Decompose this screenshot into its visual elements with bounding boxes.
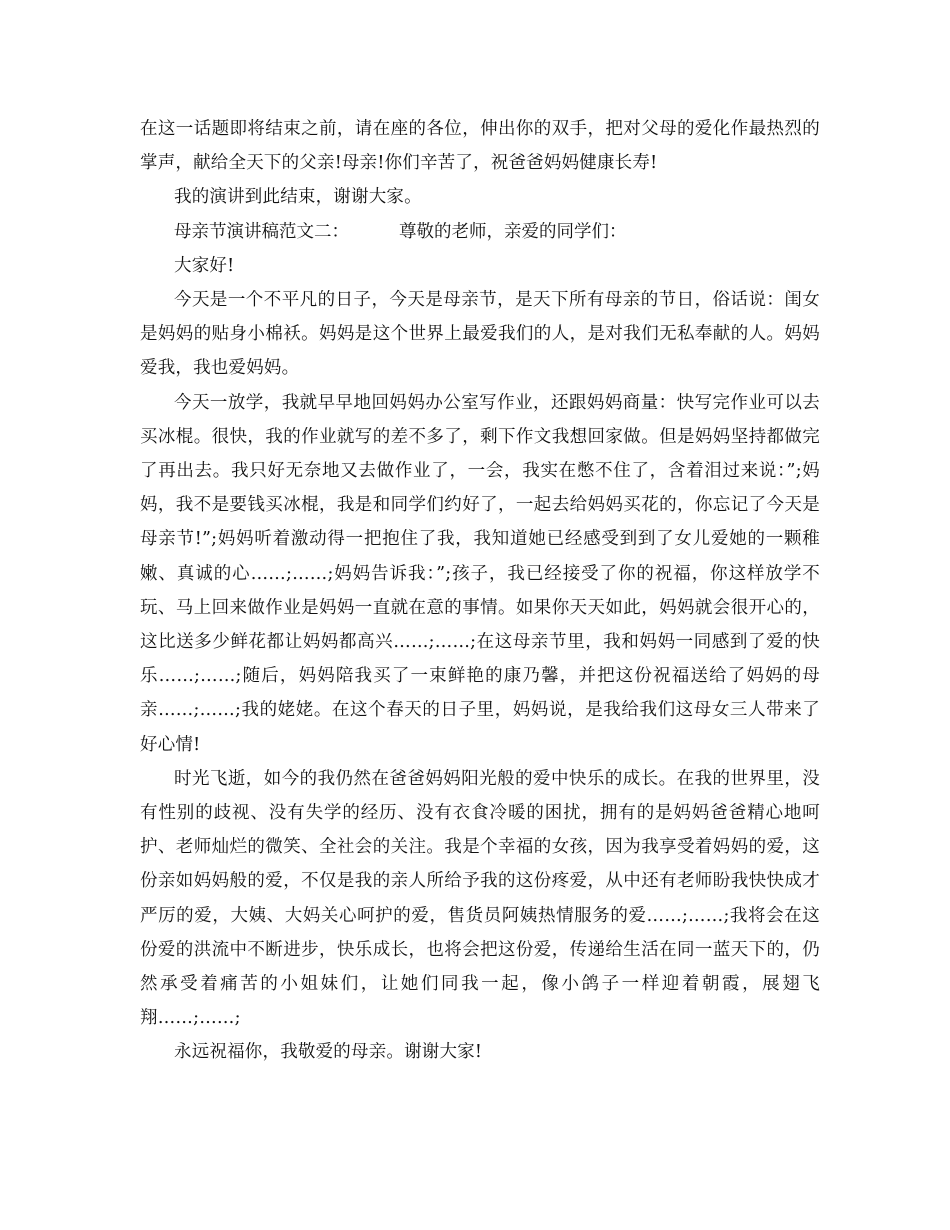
paragraph-closing-appeal: 在这一话题即将结束之前，请在座的各位，伸出你的双手，把对父母的爱化作最热烈的掌声，献给全天下的父亲!母亲!你们辛苦了，祝爸爸妈妈健康长寿! xyxy=(140,119,820,174)
greeting: 大家好! xyxy=(174,255,235,276)
section-title: 母亲节演讲稿范文二： xyxy=(174,221,349,242)
section-heading-line xyxy=(140,215,820,249)
paragraph-speech-end: 我的演讲到此结束，谢谢大家。 xyxy=(174,187,422,208)
salutation: 尊敬的老师，亲爱的同学们： xyxy=(399,221,627,242)
document-page xyxy=(140,112,820,1070)
paragraph-mothers-day-intro: 今天是一个不平凡的日子，今天是母亲节，是天下所有母亲的节日，俗话说：闺女是妈妈的贴身小棉袄。妈妈是这个世界上最爱我们的人，是对我们无私奉献的人。妈妈爱我，我也爱妈妈。 xyxy=(140,290,820,379)
paragraph-after-school-story: 今天一放学，我就早早地回妈妈办公室写作业，还跟妈妈商量：快写完作业可以去买冰棍。很快，我的作业就写的差不多了，剩下作文我想回家做。但是妈妈坚持都做完了再出去。我只好无奈地又去做作业了，一会，我实在憋不住了，含着泪过来说：”;妈妈，我不是要钱买冰棍，我是和同学们约好了，一起去给妈妈买花的，你忘记了今天是母亲节!”;妈妈听着激动得一把抱住了我，我知道她已经感受到到了女儿爱她的一颗稚嫩、真诚的心……;……;妈妈告诉我：”;孩子，我已经接受了你的祝福，你这样放学不玩、马上回来做作业是妈妈一直就在意的事情。如果你天天如此，妈妈就会很开心的，这比送多少鲜花都让妈妈都高兴……;……;在这母亲节里，我和妈妈一同感到了爱的快乐……;……;随后，妈妈陪我买了一束鲜艳的康乃馨，并把这份祝福送给了妈妈的母亲……;……;我的姥姥。在这个春天的日子里，妈妈说，是我给我们这母女三人带来了好心情! xyxy=(140,392,820,755)
paragraph-growing-up: 时光飞逝，如今的我仍然在爸爸妈妈阳光般的爱中快乐的成长。在我的世界里，没有性别的歧视、没有失学的经历、没有衣食冷暖的困扰，拥有的是妈妈爸爸精心地呵护、老师灿烂的微笑、全社会的关注。我是个幸福的女孩，因为我享受着妈妈的爱，这份亲如妈妈般的爱，不仅是我的亲人所给予我的这份疼爱，从中还有老师盼我快快成才严厉的爱，大姨、大妈关心呵护的爱，售货员阿姨热情服务的爱……;……;我将会在这份爱的洪流中不断进步，快乐成长，也将会把这份爱，传递给生活在同一蓝天下的，仍然承受着痛苦的小姐妹们，让她们同我一起，像小鸽子一样迎着朝霞，展翅飞翔……;……; xyxy=(140,768,820,1029)
paragraph-final-blessing: 永远祝福你，我敬爱的母亲。谢谢大家! xyxy=(174,1042,483,1063)
